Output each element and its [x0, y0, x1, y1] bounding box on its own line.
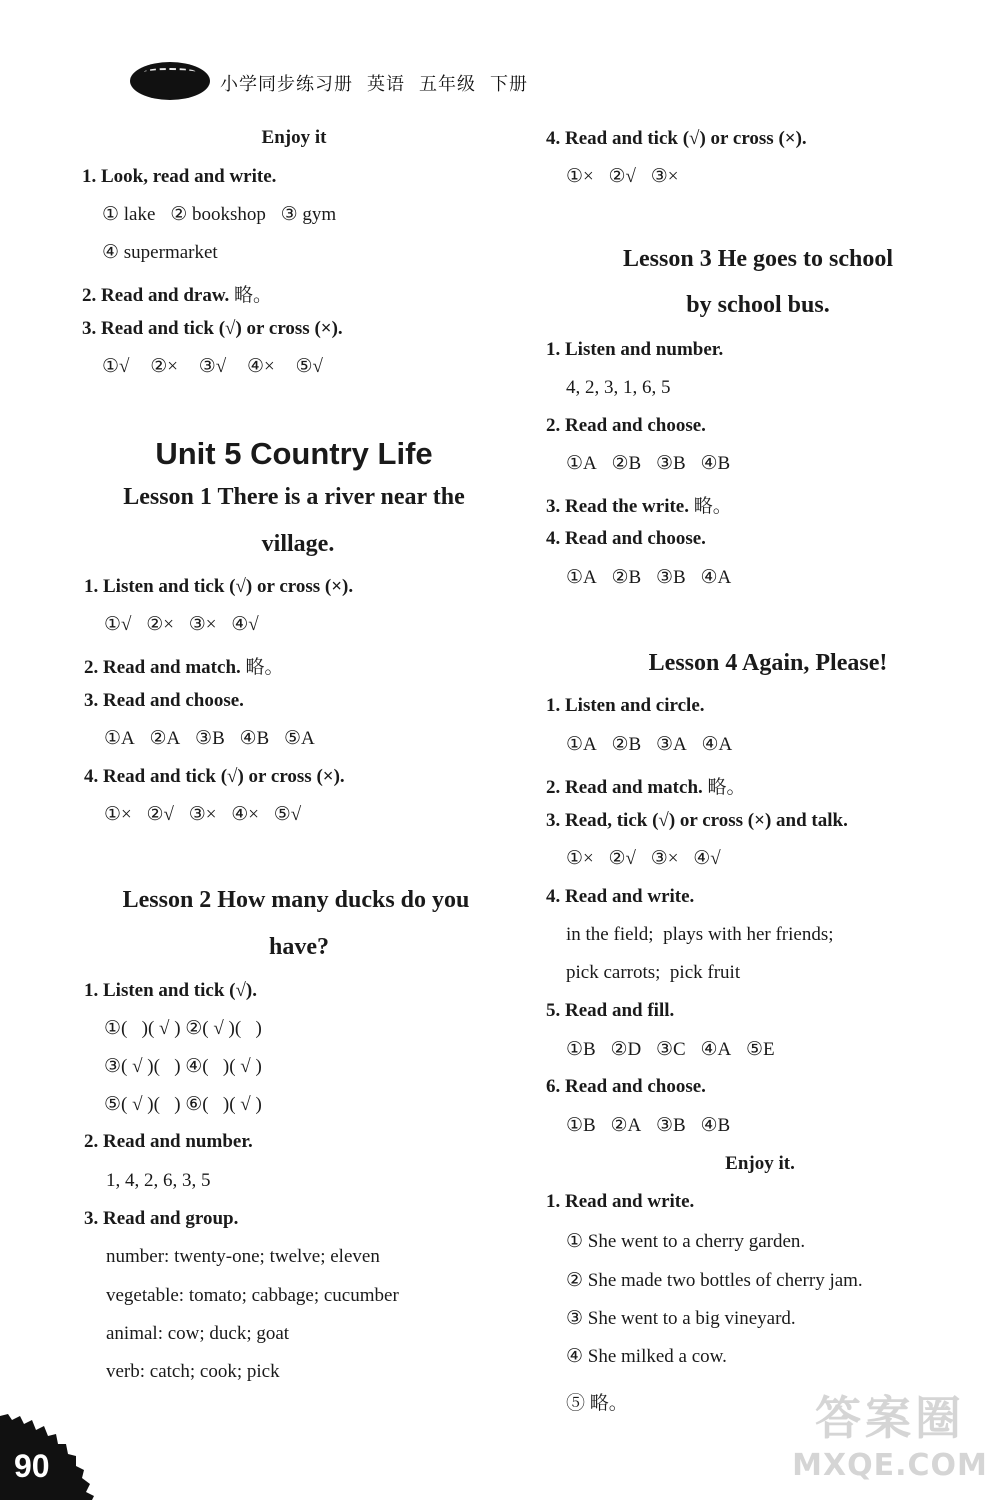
- question: [84, 652, 284, 679]
- page-number: 90: [14, 1448, 50, 1484]
- question-text: 2. Read and match.: [84, 657, 241, 678]
- watermark: [790, 1382, 990, 1492]
- answer: ① lake: [102, 204, 156, 225]
- answer: ④√: [693, 848, 721, 869]
- question: 3. Read and tick (√) or cross (×).: [82, 318, 343, 339]
- answer: ②×: [150, 356, 178, 377]
- question: 1. Listen and circle.: [546, 695, 705, 716]
- question-text: 2. Read and draw.: [82, 285, 230, 306]
- answer-row: [566, 566, 741, 589]
- answer: ①×: [566, 166, 594, 187]
- question: [546, 491, 732, 518]
- answer: ③×: [650, 166, 679, 187]
- answer: vegetable: tomato; cabbage; cucumber: [106, 1285, 399, 1306]
- answer: ④×: [231, 804, 259, 825]
- answer: pick carrots; pick fruit: [566, 962, 741, 983]
- question: [82, 280, 272, 307]
- answer: ②√: [608, 848, 636, 869]
- answer: ③A: [655, 734, 687, 755]
- answer: ①B: [566, 1039, 596, 1060]
- question: 1. Look, read and write.: [82, 166, 277, 187]
- answer: ②×: [146, 614, 174, 635]
- lesson-title: Lesson 4 Again, Please!: [648, 650, 888, 676]
- answer-row: [566, 847, 731, 870]
- answer: ④×: [246, 356, 275, 377]
- question: 1. Listen and tick (√).: [84, 980, 257, 1001]
- answer: ③×: [650, 848, 679, 869]
- answer: ①A: [566, 453, 597, 474]
- answer: verb: catch; cook; pick: [106, 1361, 280, 1382]
- question: 1. Read and write.: [546, 1191, 695, 1212]
- question-text: 2. Read and match.: [546, 777, 703, 798]
- answer: ④ She milked a cow.: [566, 1346, 727, 1367]
- book-title: [220, 70, 542, 96]
- answer: ⑤E: [745, 1039, 775, 1060]
- answer: ③C: [655, 1039, 686, 1060]
- answer-row: [104, 803, 311, 826]
- answer: ①√: [102, 356, 130, 377]
- book-title-series: 小学同步练习册: [220, 74, 353, 95]
- answer: ③B: [655, 453, 686, 474]
- answer: ②B: [611, 453, 642, 474]
- answer-row: [102, 355, 333, 378]
- answer: ③√: [198, 356, 227, 377]
- answer: ③B: [655, 1115, 686, 1136]
- question: 3. Read and group.: [84, 1208, 239, 1229]
- book-title-volume: 下册: [490, 74, 528, 95]
- answer: ④B: [239, 728, 270, 749]
- question: 4. Read and write.: [546, 886, 695, 907]
- answer: ④√: [231, 614, 259, 635]
- lesson-title: Lesson 1 There is a river near the: [123, 484, 465, 510]
- question: 3. Read, tick (√) or cross (×) and talk.: [546, 810, 848, 831]
- answer: 1, 4, 2, 6, 3, 5: [106, 1170, 211, 1191]
- answer-row: [566, 165, 688, 188]
- answer: ④A: [700, 1039, 732, 1060]
- answer: ④A: [700, 567, 732, 588]
- answer: 略。: [707, 777, 746, 798]
- answer: ④ supermarket: [102, 242, 218, 263]
- header-logo: [130, 62, 210, 100]
- answer-row: [566, 1038, 785, 1061]
- section-title: Enjoy it: [261, 127, 327, 148]
- question: 2. Read and choose.: [546, 415, 706, 436]
- answer: ② She made two bottles of cherry jam.: [566, 1270, 863, 1291]
- answer: ⑤ 略。: [566, 1393, 628, 1414]
- answer: ④B: [700, 453, 731, 474]
- question: 4. Read and tick (√) or cross (×).: [84, 766, 345, 787]
- answer-row: [104, 727, 325, 750]
- question: 5. Read and fill.: [546, 1000, 675, 1021]
- answer: ②B: [611, 734, 642, 755]
- answer: ①A: [104, 728, 135, 749]
- answer: ①×: [104, 804, 132, 825]
- answer: ①A: [566, 567, 597, 588]
- answer: ②B: [611, 567, 642, 588]
- book-title-subject: 英语: [367, 74, 405, 95]
- answer: ①A: [566, 734, 597, 755]
- watermark-logo-text: 答案圈: [815, 1391, 965, 1445]
- answer: ②√: [608, 166, 636, 187]
- answer: 略。: [245, 657, 284, 678]
- answer: animal: cow; duck; goat: [106, 1323, 290, 1344]
- answer: ③B: [195, 728, 225, 749]
- question-text: 3. Read the write.: [546, 496, 689, 517]
- answer: ⑤√: [273, 804, 302, 825]
- answer: 略。: [693, 496, 732, 517]
- question: 4. Read and tick (√) or cross (×).: [546, 128, 807, 149]
- question: 1. Listen and tick (√) or cross (×).: [84, 576, 354, 597]
- answer-row: [566, 733, 742, 756]
- answer-row: ③( √ )( ) ④( )( √ ): [104, 1056, 262, 1077]
- answer-row: [104, 613, 269, 636]
- book-title-grade: 五年级: [419, 74, 476, 95]
- answer: ④A: [701, 734, 733, 755]
- watermark-url: MXQE.COM: [792, 1448, 988, 1483]
- lesson-title: Lesson 2 How many ducks do you: [122, 887, 470, 913]
- answer: ① She went to a cherry garden.: [566, 1231, 806, 1252]
- answer-row: ⑤( √ )( ) ⑥( )( √ ): [104, 1094, 262, 1115]
- answer: ②√: [146, 804, 174, 825]
- answer: ③B: [655, 567, 686, 588]
- question: 2. Read and number.: [84, 1131, 253, 1152]
- answer: ② bookshop: [170, 204, 266, 225]
- answer: ①√: [104, 614, 132, 635]
- answer-row: ①( )( √ ) ②( √ )( ): [104, 1018, 262, 1039]
- lesson-title-cont: village.: [261, 531, 335, 557]
- answer: 4, 2, 3, 1, 6, 5: [566, 377, 671, 398]
- question: 3. Read and choose.: [84, 690, 244, 711]
- lesson-title-cont: have?: [269, 934, 329, 960]
- answer: 略。: [234, 285, 273, 306]
- answer-row: [102, 203, 346, 226]
- question: 4. Read and choose.: [546, 528, 706, 549]
- answer: ⑤A: [283, 728, 315, 749]
- answer: ②D: [610, 1039, 642, 1060]
- answer: ③ gym: [280, 204, 337, 225]
- answer: ③×: [188, 614, 217, 635]
- unit-title: Unit 5 Country Life: [155, 436, 433, 471]
- answer: ①B: [566, 1115, 596, 1136]
- answer: in the field; plays with her friends;: [566, 924, 834, 945]
- question: 1. Listen and number.: [546, 339, 724, 360]
- answer-row: [566, 1114, 740, 1137]
- answer: number: twenty-one; twelve; eleven: [106, 1246, 380, 1267]
- section-title: Enjoy it.: [725, 1153, 795, 1174]
- lesson-title: Lesson 3 He goes to school: [623, 246, 893, 272]
- answer: ②A: [149, 728, 181, 749]
- answer: ③×: [188, 804, 217, 825]
- answer-row: [566, 452, 740, 475]
- question: [546, 772, 746, 799]
- lesson-title-cont: by school bus.: [686, 292, 830, 318]
- answer: ①×: [566, 848, 594, 869]
- answer: ②A: [610, 1115, 642, 1136]
- answer: ④B: [700, 1115, 731, 1136]
- answer: ⑤√: [295, 356, 323, 377]
- question: 6. Read and choose.: [546, 1076, 706, 1097]
- answer: ③ She went to a big vineyard.: [566, 1308, 796, 1329]
